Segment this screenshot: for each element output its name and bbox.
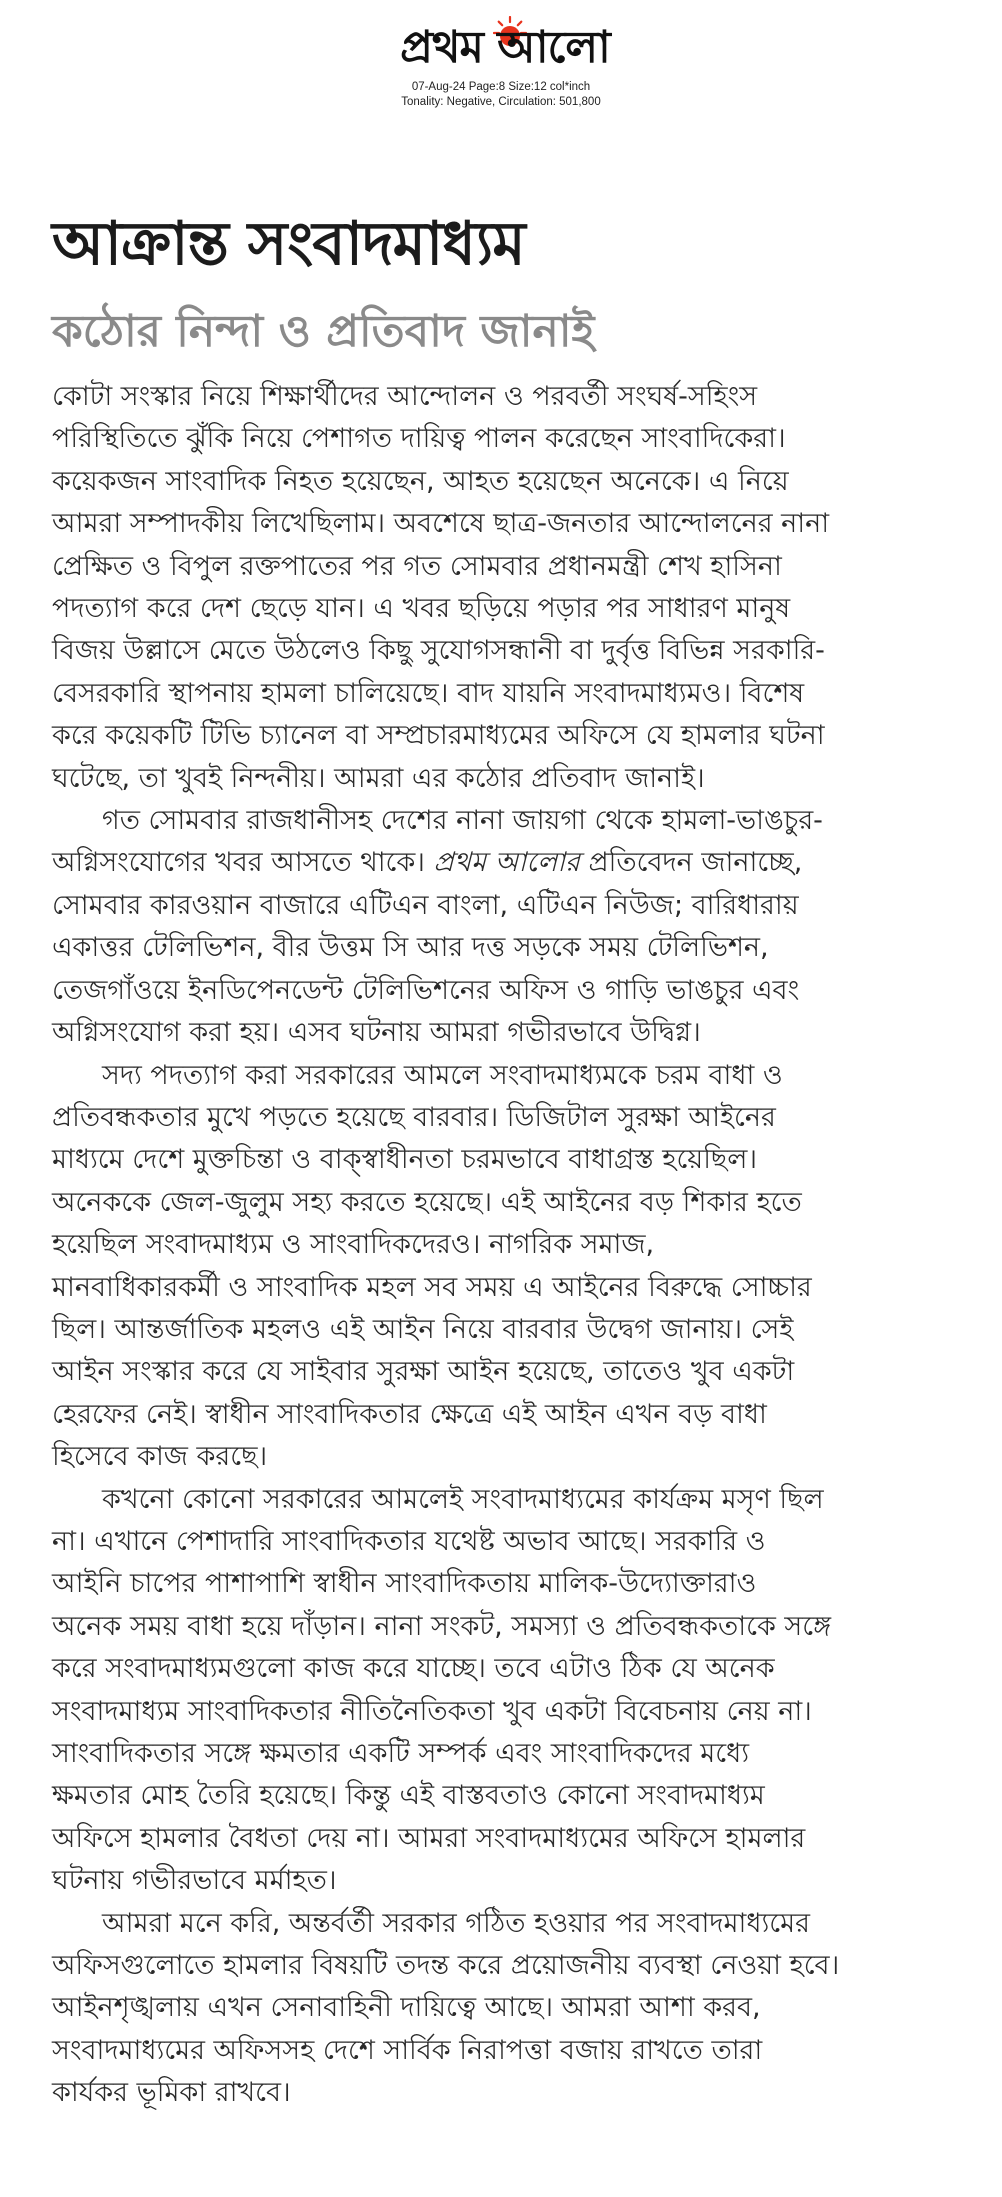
text-line: অনেককে জেল-জুলুম সহ্য করতে হয়েছে। এই আইনের বড় শিকার হতে — [52, 1186, 802, 1218]
logo-wordmark: প্রথম আলো — [400, 22, 610, 73]
text-line: পরিস্থিতিতে ঝুঁকি নিয়ে পেশাগত দায়িত্ব পালন করেছেন সাংবাদিকেরা। — [52, 423, 786, 455]
text-line: করে সংবাদমাধ্যমগুলো কাজ করে যাচ্ছে। তবে এটাও ঠিক যে অনেক — [52, 1653, 775, 1685]
text-line: মাধ্যমে দেশে মুক্তচিন্তা ও বাক্স্বাধীনতা চরমভাবে বাধাগ্রস্ত হয়েছিল। — [52, 1144, 758, 1176]
paragraph-4 — [52, 1479, 934, 1903]
text-line: সংবাদমাধ্যম সাংবাদিকতার নীতিনৈতিকতা খুব একটা বিবেচনায় নেয় না। — [52, 1695, 812, 1727]
text-line: আমরা সম্পাদকীয় লিখেছিলাম। অবশেষে ছাত্র-জনতার আন্দোলনের নানা — [52, 508, 830, 540]
newspaper-name: প্রথম আলোর — [433, 847, 580, 879]
paragraph-5 — [52, 1903, 934, 2115]
prothom-alo-logo — [365, 14, 645, 80]
text-line: বিজয় উল্লাসে মেতে উঠলেও কিছু সুযোগসন্ধানী বা দুর্বৃত্ত বিভিন্ন সরকারি- — [52, 635, 825, 667]
text-line: করে কয়েকটি টিভি চ্যানেল বা সম্প্রচারমাধ্যমের অফিসে যে হামলার ঘটনা — [52, 720, 825, 752]
text-line: আইনশৃঙ্খলায় এখন সেনাবাহিনী দায়িত্বে আছে। আমরা আশা করব, — [52, 1992, 761, 2024]
text-line: কোটা সংস্কার নিয়ে শিক্ষার্থীদের আন্দোলন ও পরবর্তী সংঘর্ষ-সহিংস — [52, 381, 758, 412]
text-line: বেসরকারি স্থাপনায় হামলা চালিয়েছে। বাদ যায়নি সংবাদমাধ্যমও। বিশেষ — [52, 677, 805, 709]
text-line: ঘটেছে, তা খুবই নিন্দনীয়। আমরা এর কঠোর প্রতিবাদ জানাই। — [52, 762, 705, 794]
text-line: কখনো কোনো সরকারের আমলেই সংবাদমাধ্যমের কার্যক্রম মসৃণ ছিল — [102, 1483, 824, 1515]
text-fragment: প্রতিবেদন জানাচ্ছে, — [588, 847, 803, 879]
text-line: প্রতিবন্ধকতার মুখে পড়তে হয়েছে বারবার। ডিজিটাল সুরক্ষা আইনের — [52, 1101, 776, 1133]
text-line: হিসেবে কাজ করছে। — [52, 1441, 268, 1473]
text-line: অফিসগুলোতে হামলার বিষয়টি তদন্ত করে প্রয়োজনীয় ব্যবস্থা নেওয়া হবে। — [52, 1950, 840, 1982]
text-line: হেরফের নেই। স্বাধীন সাংবাদিকতার ক্ষেত্রে এই আইন এখন বড় বাধা — [52, 1398, 767, 1430]
text-line: অনেক সময় বাধা হয়ে দাঁড়ান। নানা সংকট, সমস্যা ও প্রতিবন্ধকতাকে সঙ্গে — [52, 1610, 832, 1642]
text-line: সদ্য পদত্যাগ করা সরকারের আমলে সংবাদমাধ্যমকে চরম বাধা ও — [102, 1059, 783, 1091]
text-line: ছিল। আন্তর্জাতিক মহলও এই আইন নিয়ে বারবার উদ্বেগ জানায়। সেই — [52, 1313, 794, 1345]
text-line: আইন সংস্কার করে যে সাইবার সুরক্ষা আইন হয়েছে, তাতেও খুব একটা — [52, 1356, 795, 1388]
text-line: পদত্যাগ করে দেশ ছেড়ে যান। এ খবর ছড়িয়ে পড়ার পর সাধারণ মানুষ — [52, 593, 791, 625]
text-line: অফিসে হামলার বৈধতা দেয় না। আমরা সংবাদমাধ্যমের অফিসে হামলার — [52, 1822, 806, 1854]
text-line: সংবাদমাধ্যমের অফিসসহ দেশে সার্বিক নিরাপত্তা বজায় রাখতে তারা — [52, 2034, 763, 2066]
paragraph-3 — [52, 1055, 934, 1479]
clip-info-tonality: Tonality: Negative, Circulation: 501,800 — [401, 96, 601, 108]
text-fragment: অগ্নিসংযোগের খবর আসতে থাকে। — [52, 847, 425, 879]
paragraph-2 — [52, 800, 934, 1054]
article-subheadline: কঠোর নিন্দা ও প্রতিবাদ জানাই — [52, 306, 595, 357]
text-line: একাত্তর টেলিভিশন, বীর উত্তম সি আর দত্ত সড়কে সময় টেলিভিশন, — [52, 932, 769, 964]
text-line: প্রেক্ষিত ও বিপুল রক্তপাতের পর গত সোমবার প্রধানমন্ত্রী শেখ হাসিনা — [52, 550, 782, 582]
text-line: সাংবাদিকতার সঙ্গে ক্ষমতার একটি সম্পর্ক এবং সাংবাদিকদের মধ্যে — [52, 1738, 750, 1769]
text-line: অগ্নিসংযোগ করা হয়। এসব ঘটনায় আমরা গভীরভাবে উদ্বিগ্ন। — [52, 1017, 701, 1049]
text-line: আমরা মনে করি, অন্তর্বর্তী সরকার গঠিত হওয়ার পর সংবাদমাধ্যমের — [102, 1907, 811, 1939]
text-line: না। এখানে পেশাদারি সাংবাদিকতার যথেষ্ট অভাব আছে। সরকারি ও — [52, 1525, 766, 1557]
text-line: কয়েকজন সাংবাদিক নিহত হয়েছেন, আহত হয়েছেন অনেকে। এ নিয়ে — [52, 465, 789, 497]
text-line: কার্যকর ভূমিকা রাখবে। — [52, 2077, 291, 2109]
article-headline: আক্রান্ত সংবাদমাধ্যম — [52, 209, 525, 279]
paragraph-1 — [52, 376, 934, 800]
text-line: সোমবার কারওয়ান বাজারে এটিএন বাংলা, এটিএন নিউজ; বারিধারায় — [52, 889, 799, 921]
text-line: আইনি চাপের পাশাপাশি স্বাধীন সাংবাদিকতায় মালিক-উদ্যোক্তারাও — [52, 1568, 757, 1600]
text-line: ক্ষমতার মোহ তৈরি হয়েছে। কিন্তু এই বাস্তবতাও কোনো সংবাদমাধ্যম — [52, 1780, 765, 1812]
text-line: তেজগাঁওয়ে ইনডিপেনডেন্ট টেলিভিশনের অফিস ও গাড়ি ভাঙচুর এবং — [52, 974, 800, 1006]
clip-info-date-page: 07-Aug-24 Page:8 Size:12 col*inch — [411, 81, 591, 93]
masthead — [0, 0, 1002, 120]
text-line: মানবাধিকারকর্মী ও সাংবাদিক মহল সব সময় এ আইনের বিরুদ্ধে সোচ্চার — [52, 1271, 812, 1303]
text-line — [52, 842, 934, 884]
text-line: হয়েছিল সংবাদমাধ্যম ও সাংবাদিকদেরও। নাগরিক সমাজ, — [52, 1229, 655, 1261]
text-line: গত সোমবার রাজধানীসহ দেশের নানা জায়গা থেকে হামলা-ভাঙচুর- — [102, 805, 823, 837]
article-body — [52, 376, 934, 2115]
text-line: ঘটনায় গভীরভাবে মর্মাহত। — [52, 1865, 337, 1897]
